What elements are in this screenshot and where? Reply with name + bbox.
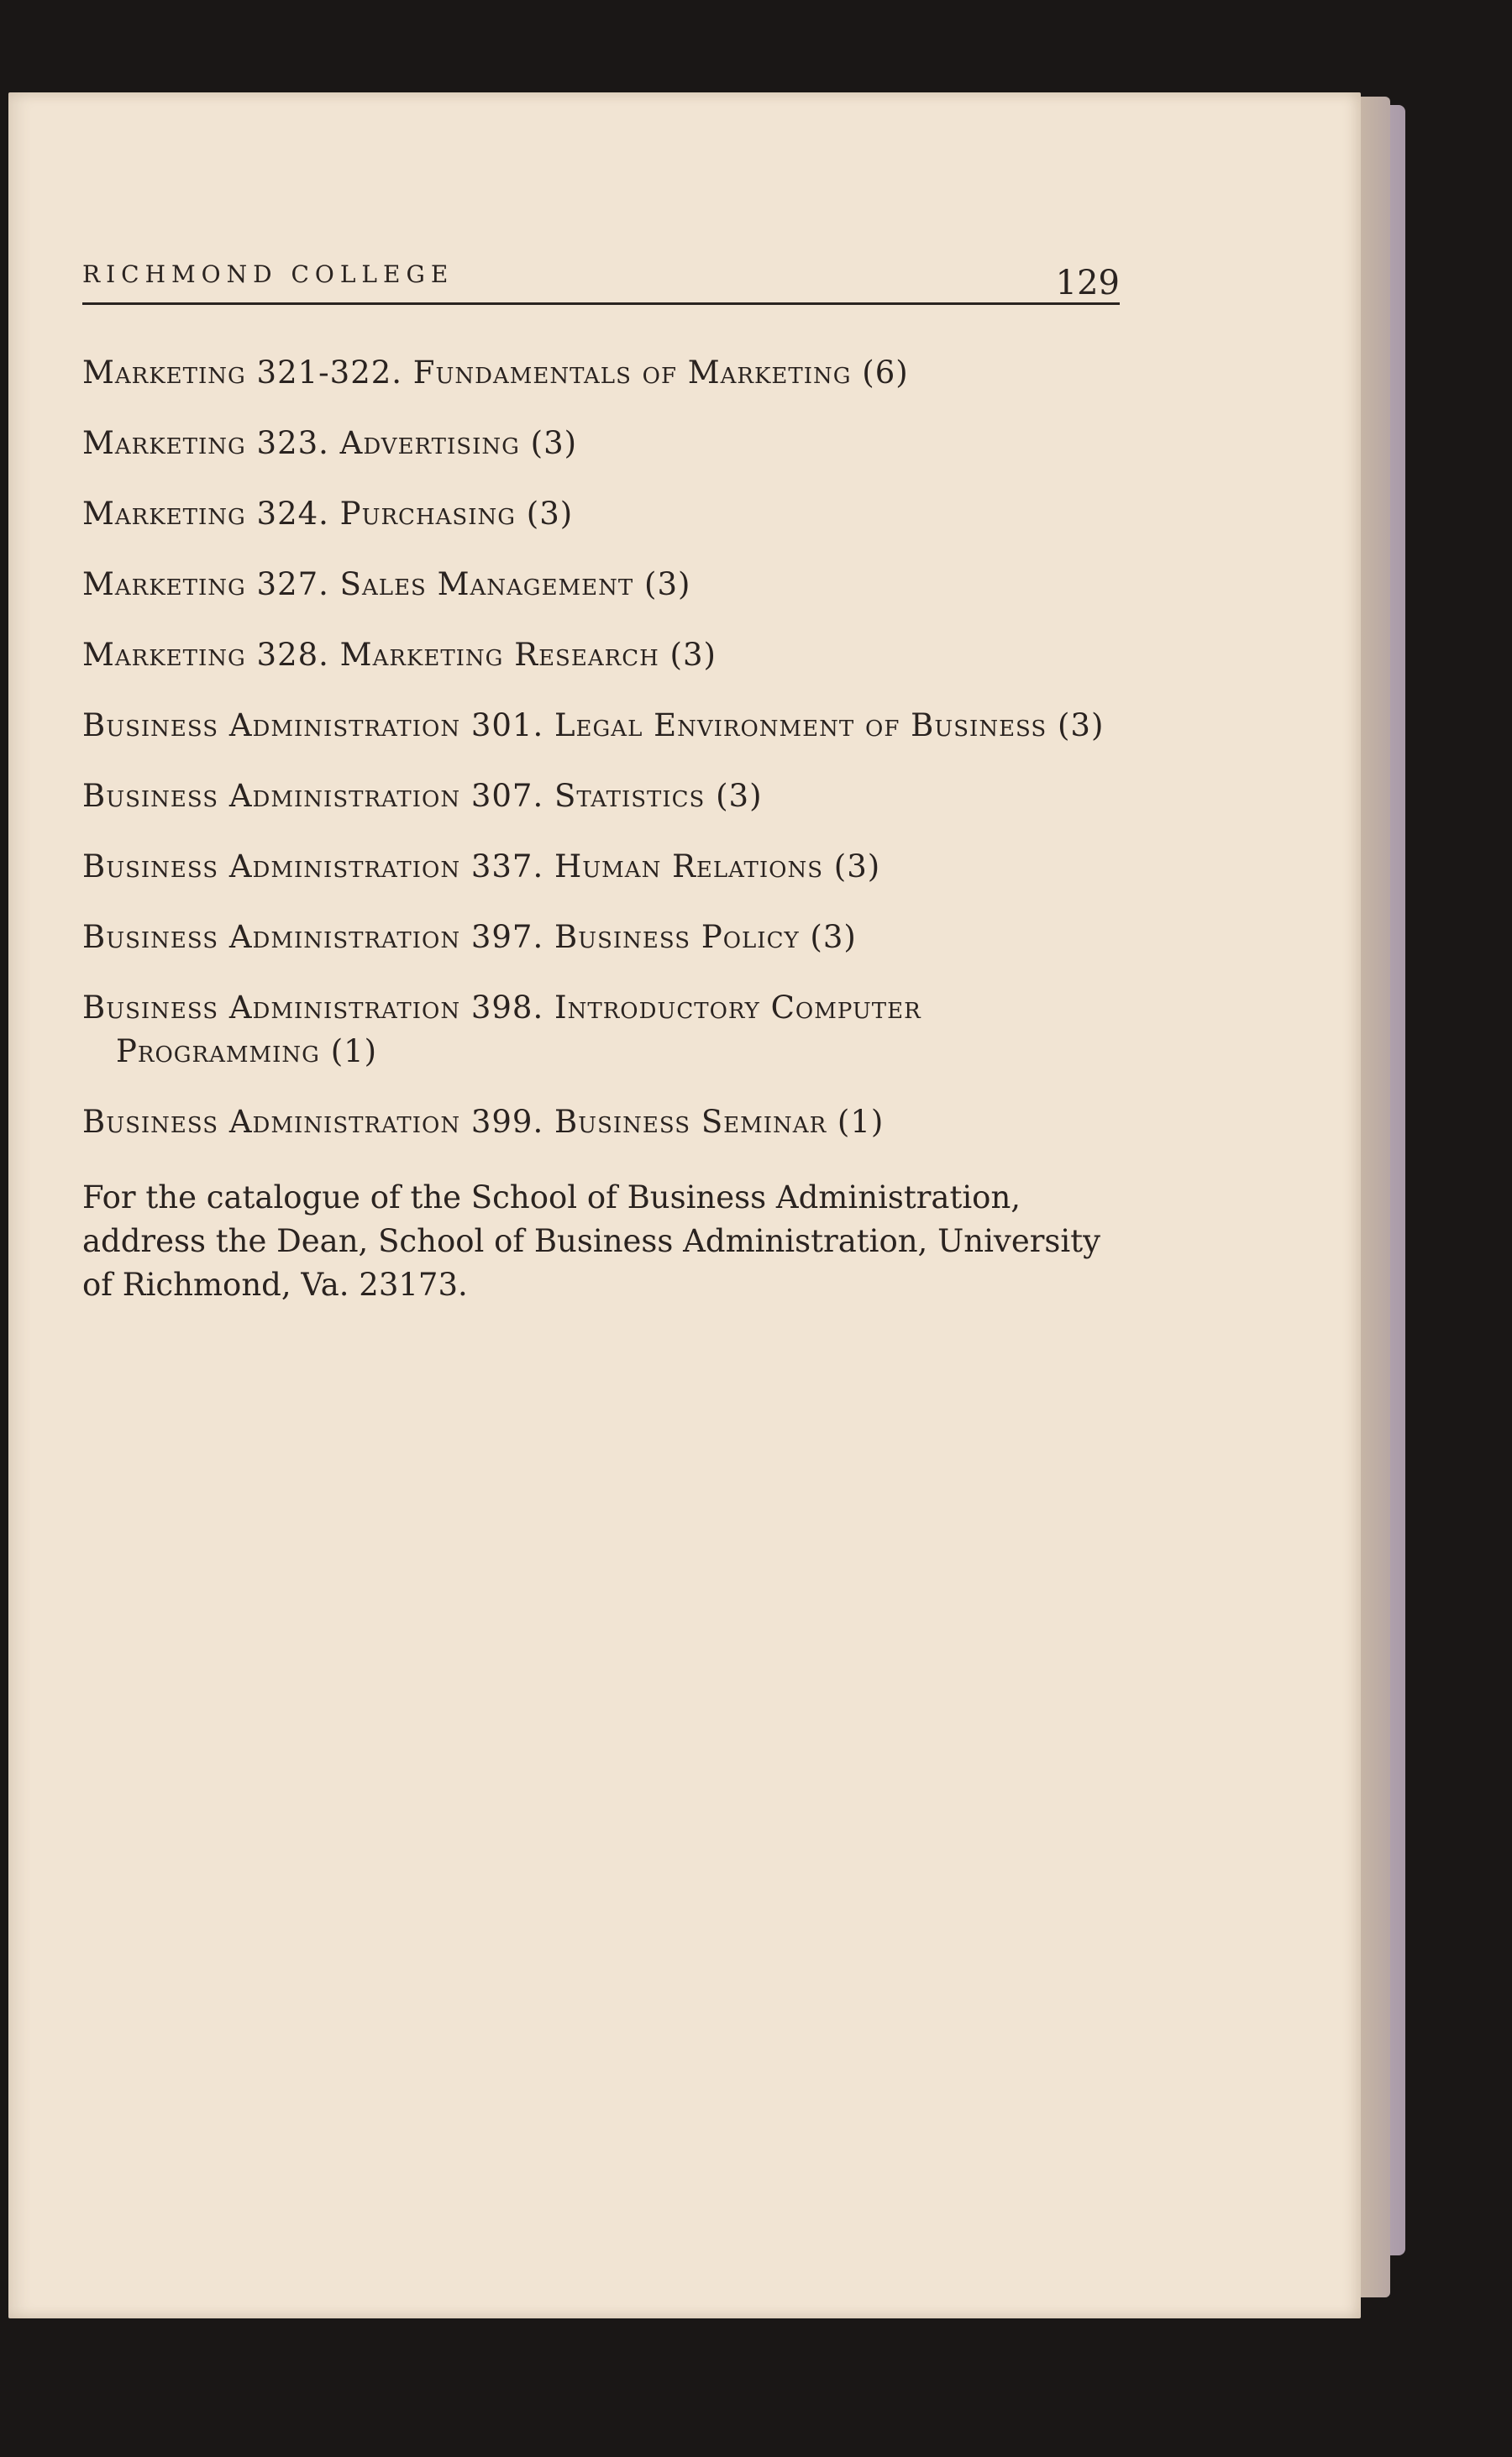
course-entry: Business Administration 301. Legal Environment of Business (3) xyxy=(82,707,1105,743)
catalogue-note: For the catalogue of the School of Business Administration, address the Dean, School of Business Administration, University of Richmond, Va. 23173. xyxy=(82,1179,1101,1303)
running-head: RICHMOND COLLEGE xyxy=(82,260,454,288)
header-rule xyxy=(82,302,1120,305)
course-entry: Business Administration 337. Human Relations (3) xyxy=(82,848,881,885)
course-list xyxy=(82,351,1124,1171)
course-entry: Marketing 324. Purchasing (3) xyxy=(82,496,574,532)
course-entry: Marketing 323. Advertising (3) xyxy=(82,425,578,461)
course-entry: Business Administration 399. Business Seminar (1) xyxy=(82,1104,885,1140)
course-entry: Business Administration 397. Business Policy (3) xyxy=(82,919,857,955)
page-number: 129 xyxy=(1055,264,1120,302)
course-entry: Marketing 328. Marketing Research (3) xyxy=(82,637,717,673)
course-entry: Marketing 321-322. Fundamentals of Marketing (6) xyxy=(82,354,909,391)
course-entry: Business Administration 307. Statistics (3) xyxy=(82,778,763,814)
course-entry: Business Administration 398. Introductory Computer Programming (1) xyxy=(82,990,921,1069)
course-entry: Marketing 327. Sales Management (3) xyxy=(82,566,691,602)
